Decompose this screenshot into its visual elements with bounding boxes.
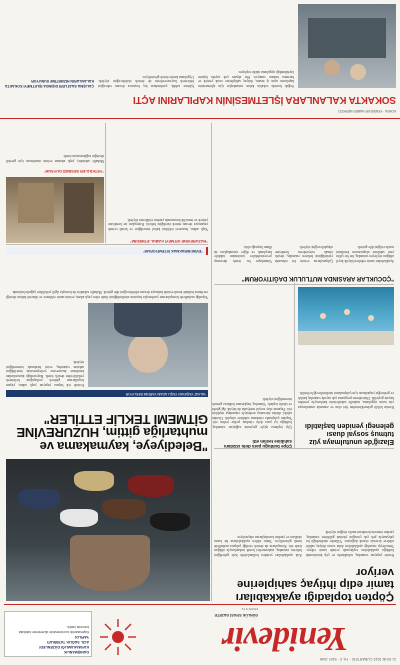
- slogan: GÜNLÜK SİYASİ GAZETE: [214, 613, 258, 617]
- center-quote: "EVİMİ BIRAKMAK İSTEMİYORUM": [6, 247, 208, 255]
- lower-left-column: Ayakkabıları tamir ederken büyük keyif aldığını söyleyen vatandaş, her bir çiftin yeni sahibine ulaşmasının kendisini mutlu ettiğini dile getirdi.: [336, 245, 394, 263]
- main-headline[interactable]: Çöpten topladığı ayakkabıları tamir edip ihtiyaç sahiplerine veriyor: [235, 566, 394, 603]
- bottom-story: [0, 0, 400, 119]
- top-banner-line: DANIŞMANLIK: [63, 650, 89, 654]
- column-rule: [105, 123, 106, 243]
- lower-left-column: Vatandaşın bu örnek davranışı çevresindekiler tarafından takdirle karşılandı ve diğer vatandaşlara da ilham kaynağı oldu.: [214, 245, 272, 263]
- sub-headline[interactable]: Çöpe bulduğu para dolu cüzdanı sahibine teslim etti: [223, 438, 292, 449]
- lower-right-article: Yaşlı adam, huzurevi teklifini kabul etmediğini ve kendi evinde yaşamaya devam etmek istediğini belirtti. Komşuları ise kendisine yemek ve temizlik konusunda yardım ettiklerini söyledi.: [108, 217, 208, 231]
- top-banner[interactable]: [4, 611, 92, 657]
- bottom-strip: KONYA · YENİDEVİR HABER MERKEZİ: [338, 109, 396, 113]
- lower-right-headline[interactable]: "YETKİLİLER SESİMİZİ DUYSUN": [43, 169, 104, 173]
- lower-right-article: Mahalle sakinleri, yaşlı adamın evinin onarılması için gerekli desteğin sağlanmasını istedi.: [6, 154, 104, 163]
- sub-article: Çöp toplama işiyle geçimini sağlayan vatandaş, bulduğu içi para dolu cüzdanı polise teslim etti. Yapılan çalışmada cüzdanın sahibine ulaşıldı. Cüzdan sahibi, dürüst davranışı nedeniyle vatandaşa teşekkür etti. Yaşanan olay sosyal medyada da büyük ilgi gördü ve takdir topladı. Vatandaş, başkasının hakkına girmek istemediğini söyledi.: [212, 397, 292, 429]
- shoes-photo[interactable]: [6, 459, 210, 601]
- main-article-column: Kentte yaşayan vatandaş, sokaklarda ve çöp kutularında bulduğu ayakkabıları toplayarak evinde tamir ediyor. Temizleyip onardığı ayakkabıları daha sonra ihtiyaç sahibi ailelere ücretsiz olarak dağıtıyor. Yıllardır sürdürdüğü bu çalışmayla pek çok çocuğun yüzünü güldüren vatandaş, yardım etmenin kendisini mutlu ettiğini söyledi.: [306, 530, 394, 557]
- center-article-column: Yaşadığı mahallede komşularının yardımıyla hayatını sürdürdüğünü ifade eden yaşlı adam, evinin tamir edilmesi ve düzenli bakım desteği verilmesi halinde kendi evinde kalmaya devam edebileceğini dile getirdi. Mahalle sakinleri de konuyla ilgili yetkililere çağrıda bulundu.: [6, 290, 208, 299]
- main-article: [214, 451, 394, 557]
- secondary-headline[interactable]: Elazığ'de unutulmaya yüz tutmuş sosyal duası gelenegi yeniden başlatıldı: [304, 422, 394, 445]
- section-rule: [214, 448, 394, 449]
- center-kicker: YALNIZ YAŞAYAN YAŞLI ADAM YARDIM BEKLİYOR: [6, 390, 208, 397]
- shop-photo[interactable]: [298, 4, 396, 88]
- main-article-column: Atık ayakkabıları yeniden kullanılabilir hale getirdiğini belirten vatandaş, malzemeleri kendi imkanlarıyla aldığını ifade etti. Komşuların da destek verdiği çalışma mahallede örnek gösteriliyor. Tamir edilen ayakkabıların bir kısmı okullara ve yardım kuruluşlarına ulaştırılıyor.: [214, 534, 302, 557]
- masthead: [4, 605, 396, 661]
- masthead-rule: [4, 604, 396, 605]
- elderly-man-photo[interactable]: [88, 303, 208, 387]
- logo-emblem-icon: [98, 617, 138, 657]
- street-photo[interactable]: [6, 177, 104, 243]
- column-rule: [211, 123, 212, 601]
- bottom-side-note: ÇALIŞMA SAATLERİ DIŞINDA İŞLETMEYİ SOKAKTA KALANLARIN HİZMETİNE SUNUYOR: [5, 79, 94, 88]
- lower-left-article: [214, 143, 394, 263]
- pool-photo[interactable]: [298, 287, 394, 345]
- secondary-article: Kentin köklü geleneklerinden biri olan ve zamanla unutulmaya yüz tutan uygulama, mahalle sakinlerinin katılımıyla yeniden hayata geçirildi. Düzenlenen programa çok sayıda vatandaş katıldı ve geleneğin yaşatılması için çalışmaların sürdürüleceği belirtildi.: [298, 391, 394, 409]
- lower-right-headline[interactable]: "HUZUREVİNE GİTMEYİ KABUL ETMEDİM": [130, 239, 208, 243]
- bottom-article: [98, 4, 294, 88]
- center-article-column: Evinde tek başına yaşayan yaşlı adam, yaşam koşullarının giderek zorlaştığını belirterek yetkililerden destek istedi. Başvurduğu kurumlardan kendisine huzurevine yerleşmesinin önerildiğini anlatan vatandaş, evini bırakmak istemediğini söyledi.: [6, 360, 84, 387]
- lower-left-headline[interactable]: "ÇOCUKLAR ARASINDA MUTLULUK DAĞITIYORUM": [241, 275, 394, 281]
- bottom-headline[interactable]: SOKAKTA KALANLARA İŞLETMESİNİN KAPILARINI AÇTI: [133, 94, 396, 105]
- center-headline[interactable]: "Belediyeye, kaymakama ve muhtarlığa gittim, HUZUREVİNE GİTMEMİ TEKLİF ETTİLER": [16, 411, 208, 454]
- lower-left-column: Çalışmalarını evinin bir odasında yürüttüğünü belirten vatandaş, destek olmak isteyenlerin kendisine ulaşabileceğini söyledi.: [275, 245, 333, 263]
- top-banner-line: ACİL SAĞLIK TATBİKATI: [46, 640, 89, 644]
- price: FİYATI: 5 TL: [241, 607, 258, 611]
- column-rule: [294, 283, 295, 449]
- bottom-column: İşletme sahibi, yardımların kış boyunca devam edeceğini belirterek hayırseverlerin de destek olabileceğini söyledi. Uygulama kentte örnek gösteriliyor.: [98, 74, 194, 88]
- top-banner-note: Kaymakamlık koordinesinde düzenlenen tatbikata kurumlar katıldı.: [18, 625, 89, 634]
- section-rule: [6, 244, 208, 245]
- top-banner-line: YAPILDI: [75, 635, 89, 639]
- bottom-column: Soğuk havada sokakta kalan vatandaşlar için işletmesinin kapılarını açan iş insanı, ihtiyaç sahiplerine sıcak yemek ve barınma imkanı sunuyor. Her akşam çok sayıda kişinin faydalandığı uygulama takdir topluyor.: [198, 70, 294, 88]
- top-banner-line: KAYMAKAMLIĞI DÜZENLEDİ: [39, 645, 89, 649]
- section-rule: [214, 284, 394, 285]
- publication-date: 21 EKİM 2022 CUMARTESİ · YIL 3 · SAYI 1068: [319, 657, 396, 661]
- newspaper-logo: Yenidevir: [222, 620, 348, 657]
